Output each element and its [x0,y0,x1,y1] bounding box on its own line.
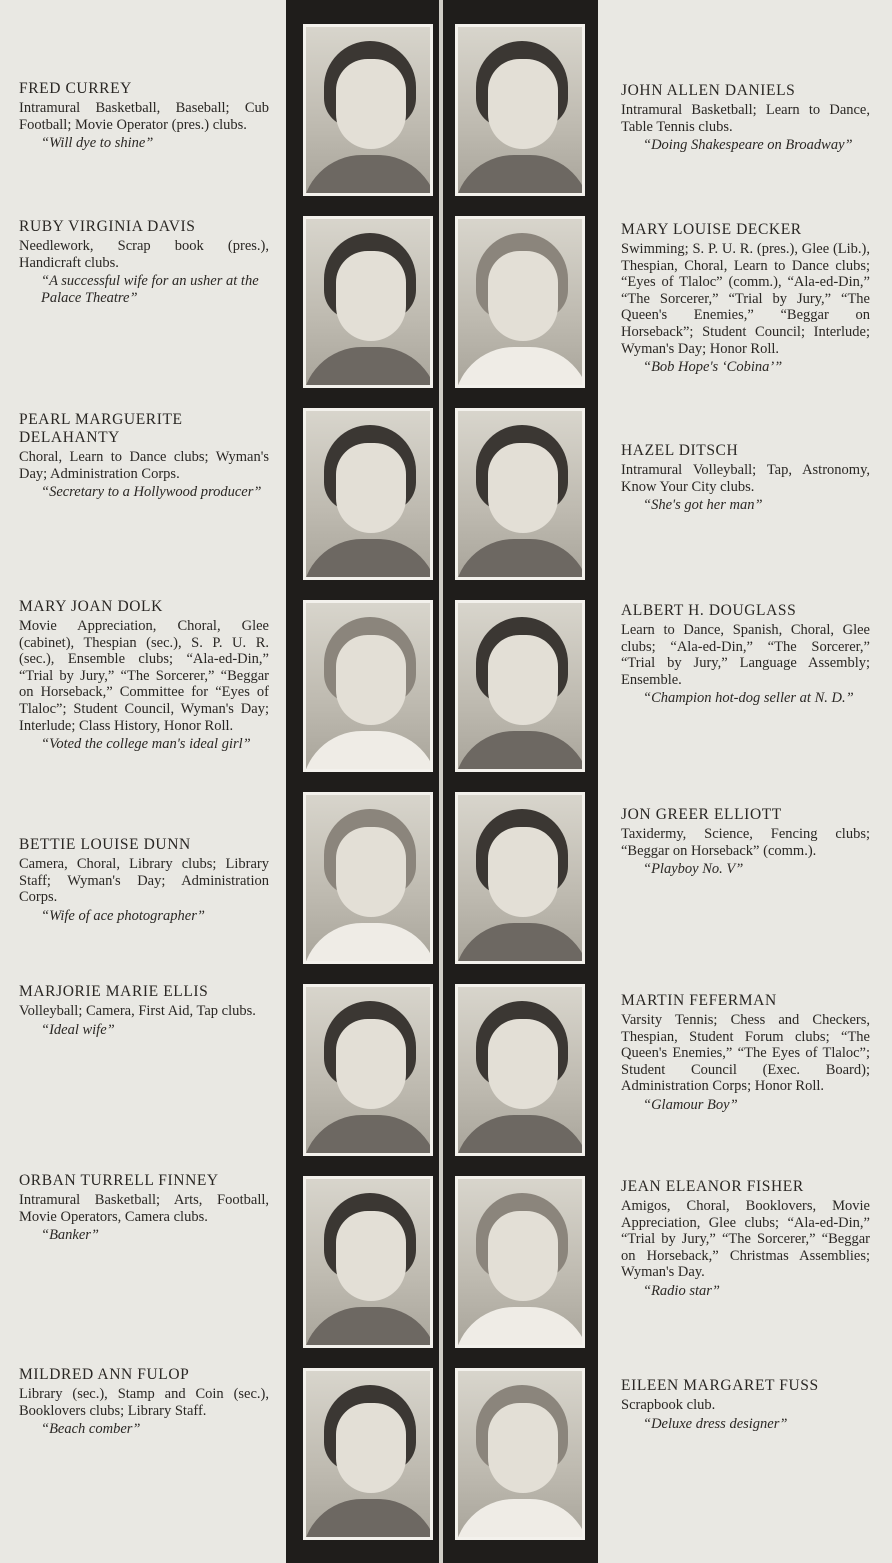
senior-name: MARJORIE MARIE ELLIS [19,983,209,1000]
senior-activities: Swimming; S. P. U. R. (pres.), Glee (Lib.), Thespian, Choral, Learn to Dance clubs; “Eyes of Tlaloc” (comm.), “Ala-ed-Din,” “The Sorcerer,” “Trial by Jury,” “The Queen's Enemies,” “Beggar on Horseback”; Student Council; Interlude; Wyman's Day; Honor Roll. [621,241,870,357]
senior-entry [621,992,870,1114]
senior-name: MARY JOAN DOLK [19,598,163,615]
senior-entry [19,598,269,753]
senior-activities: Needlework, Scrap book (pres.), Handicraft clubs. [19,238,269,271]
senior-quote: “Secretary to a Hollywood producer” [41,484,262,501]
senior-activities: Amigos, Choral, Booklovers, Movie Appreciation, Glee clubs; “Ala-ed-Din,” “Trial by Jury,” “The Sorcerer,” “Beggar on Horseback,” Christmas Assemblies; Wyman's Day. [621,1198,870,1281]
senior-name: EILEEN MARGARET FUSS [621,1377,819,1394]
senior-activities: Intramural Basketball; Learn to Dance, Table Tennis clubs. [621,102,870,135]
senior-activities: Choral, Learn to Dance clubs; Wyman's Day; Administration Corps. [19,449,269,482]
senior-quote: “Voted the college man's ideal girl” [41,736,251,753]
senior-name: MILDRED ANN FULOP [19,1366,190,1383]
senior-quote: “Deluxe dress designer” [643,1415,788,1432]
senior-entry [621,82,870,154]
senior-activities: Varsity Tennis; Chess and Checkers, Thespian, Student Forum clubs; “The Queen's Enemies,” “The Eyes of Tlaloc”; Student Council (Exec. Board); Administration Corps; Honor Roll. [621,1012,870,1095]
senior-name: ORBAN TURRELL FINNEY [19,1172,219,1189]
senior-name: ALBERT H. DOUGLASS [621,602,797,619]
portrait-fred-currey [303,24,433,196]
senior-quote: “Doing Shakespeare on Broadway” [643,137,853,154]
senior-quote: “Banker” [41,1227,99,1244]
portrait-albert-h-douglass [455,600,585,772]
senior-activities: Learn to Dance, Spanish, Choral, Glee clubs; “Ala-ed-Din,” “The Sorcerer,” “Trial by Jury,” Language Assembly; Ensemble. [621,622,870,688]
portrait-hazel-ditsch [455,408,585,580]
senior-name: JEAN ELEANOR FISHER [621,1178,804,1195]
senior-activities: Taxidermy, Science, Fencing clubs; “Beggar on Horseback” (comm.). [621,826,870,859]
senior-activities: Intramural Basketball, Baseball; Cub Football; Movie Operator (pres.) clubs. [19,100,269,133]
senior-entry [19,218,269,306]
senior-entry [19,80,269,152]
portrait-john-allen-daniels [455,24,585,196]
portrait-bettie-louise-dunn [303,792,433,964]
senior-entry [19,1366,269,1438]
senior-name: HAZEL DITSCH [621,442,739,459]
senior-entry [19,411,269,501]
portrait-marjorie-marie-ellis [303,984,433,1156]
senior-activities: Movie Appreciation, Choral, Glee (cabinet), Thespian (sec.), S. P. U. R. (sec.), Ensemble clubs; “Ala-ed-Din,” “Trial by Jury,” “The Sorcerer,” “Beggar on Horseback,” Committee for “Eyes of Tlaloc”; Student Council, Wyman's Day; Interlude; Class History, Honor Roll. [19,618,269,734]
portrait-orban-turrell-finney [303,1176,433,1348]
senior-entry [621,1377,870,1432]
senior-entry [19,836,269,924]
senior-quote: “Ideal wife” [41,1021,115,1038]
senior-entry [621,1178,870,1300]
senior-activities: Camera, Choral, Library clubs; Library Staff; Wyman's Day; Administration Corps. [19,856,269,906]
portrait-martin-feferman [455,984,585,1156]
portrait-ruby-virginia-davis [303,216,433,388]
senior-quote: “Beach comber” [41,1421,141,1438]
senior-activities: Volleyball; Camera, First Aid, Tap clubs. [19,1003,256,1019]
senior-quote: “Bob Hope's ‘Cobina’” [643,359,783,376]
portrait-jean-eleanor-fisher [455,1176,585,1348]
senior-quote: “Will dye to shine” [41,135,154,152]
strip-divider [439,0,443,1563]
senior-name: BETTIE LOUISE DUNN [19,836,191,853]
senior-quote: “Radio star” [643,1282,720,1299]
senior-quote: “A successful wife for an usher at the Palace Theatre” [41,273,259,306]
senior-name: MARY LOUISE DECKER [621,221,802,238]
senior-quote: “Glamour Boy” [643,1096,738,1113]
senior-activities: Intramural Basketball; Arts, Football, Movie Operators, Camera clubs. [19,1192,269,1225]
portrait-eileen-margaret-fuss [455,1368,585,1540]
senior-name: RUBY VIRGINIA DAVIS [19,218,196,235]
portrait-jon-greer-elliott [455,792,585,964]
senior-name: JON GREER ELLIOTT [621,806,782,823]
senior-activities: Scrapbook club. [621,1397,716,1413]
senior-entry [621,221,870,376]
portrait-mildred-ann-fulop [303,1368,433,1540]
senior-activities: Library (sec.), Stamp and Coin (sec.), Booklovers clubs; Library Staff. [19,1386,269,1419]
senior-entry [19,983,269,1038]
senior-name: JOHN ALLEN DANIELS [621,82,796,99]
senior-name: MARTIN FEFERMAN [621,992,777,1009]
portrait-pearl-marguerite-delahanty [303,408,433,580]
senior-name: FRED CURREY [19,80,132,97]
senior-name: PEARL MARGUERITE DELAHANTY [19,411,183,446]
senior-quote: “Wife of ace photographer” [41,907,205,924]
portrait-mary-louise-decker [455,216,585,388]
senior-quote: “Champion hot-dog seller at N. D.” [643,690,854,707]
senior-activities: Intramural Volleyball; Tap, Astronomy, Know Your City clubs. [621,462,870,495]
senior-quote: “Playboy No. V” [643,861,744,878]
senior-entry [621,442,870,514]
senior-entry [19,1172,269,1244]
senior-quote: “She's got her man” [643,497,763,514]
senior-entry [621,602,870,707]
senior-entry [621,806,870,878]
portrait-mary-joan-dolk [303,600,433,772]
